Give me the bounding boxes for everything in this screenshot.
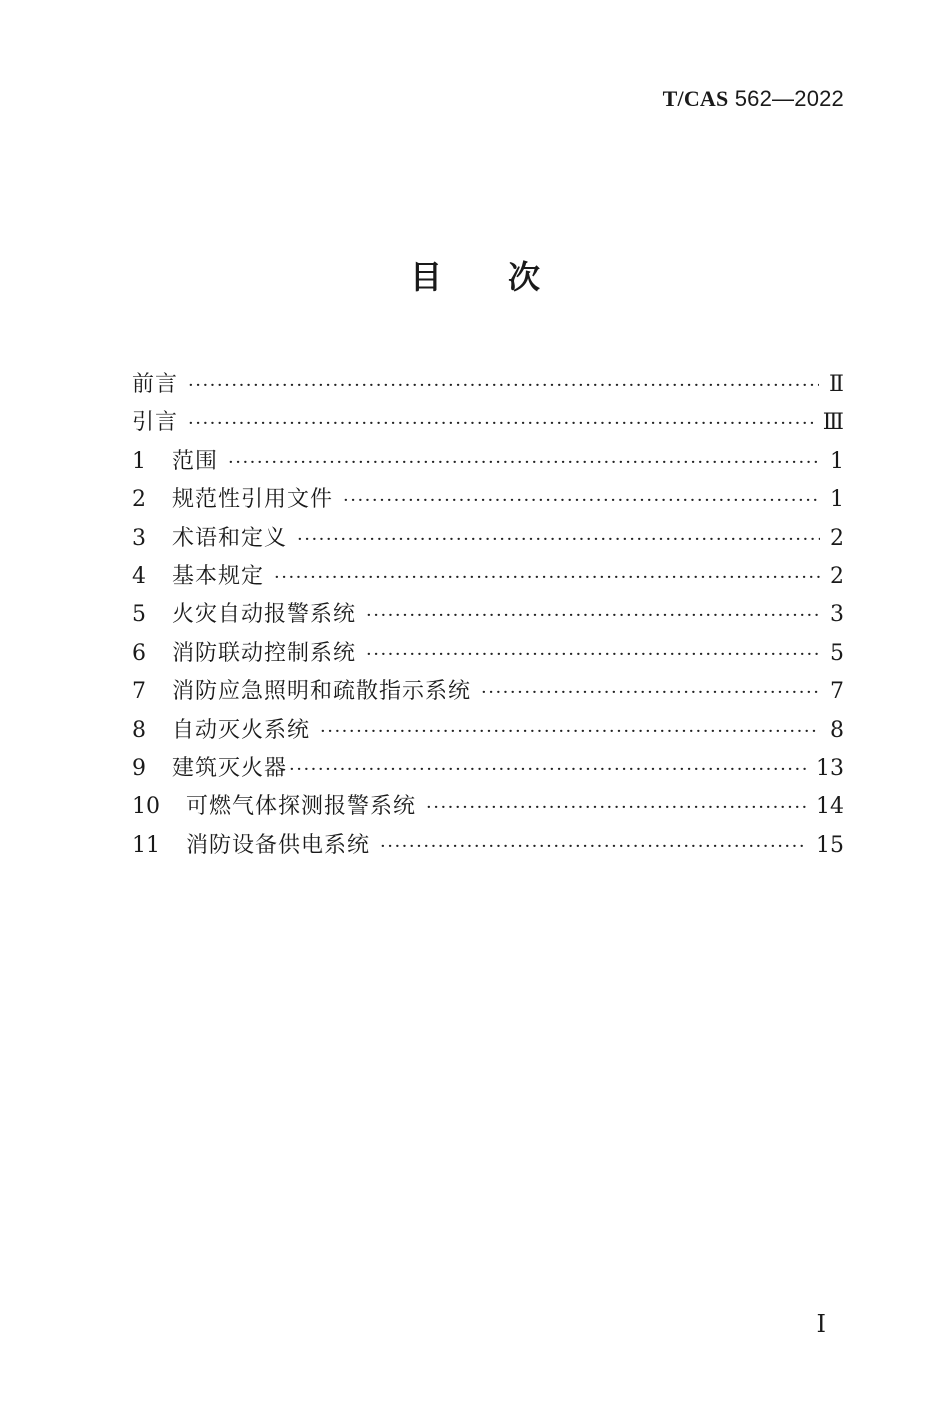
toc-entry-page: 1 bbox=[830, 487, 844, 513]
table-of-contents bbox=[132, 366, 844, 865]
toc-entry-8[interactable] bbox=[132, 712, 844, 750]
toc-entry-page: 7 bbox=[830, 679, 844, 705]
toc-entry-label: 消防应急照明和疏散指示系统 bbox=[172, 679, 472, 705]
toc-leader-dots bbox=[380, 828, 806, 866]
toc-leader-dots bbox=[343, 482, 820, 520]
toc-leader-dots bbox=[274, 559, 820, 597]
toc-entry-label: 基本规定 bbox=[172, 563, 265, 589]
toc-entry-foreword[interactable] bbox=[132, 366, 844, 404]
toc-entry-11[interactable] bbox=[132, 827, 844, 865]
toc-entry-label: 前言 bbox=[132, 372, 179, 397]
page-number: Ⅰ bbox=[816, 1312, 826, 1338]
toc-entry-number: 3 bbox=[132, 525, 146, 551]
toc-entry-label: 规范性引用文件 bbox=[172, 487, 334, 513]
toc-leader-dots bbox=[320, 713, 820, 751]
toc-leader-dots bbox=[426, 789, 806, 827]
toc-entry-number: 9 bbox=[132, 755, 146, 781]
toc-entry-label: 范围 bbox=[172, 448, 219, 474]
toc-entry-label: 可燃气体探测报警系统 bbox=[186, 794, 417, 820]
toc-entry-label: 引言 bbox=[132, 410, 179, 436]
title-char-1: 目 bbox=[409, 258, 442, 296]
toc-entry-page: 2 bbox=[830, 563, 844, 589]
toc-entry-page: 3 bbox=[830, 602, 844, 628]
toc-entry-number: 11 bbox=[132, 832, 160, 858]
toc-entry-label: 消防联动控制系统 bbox=[172, 640, 357, 666]
toc-entry-1[interactable] bbox=[132, 443, 844, 481]
toc-entry-page: 2 bbox=[830, 525, 844, 551]
toc-entry-2[interactable] bbox=[132, 481, 844, 519]
toc-entry-3[interactable] bbox=[132, 520, 844, 558]
toc-leader-dots bbox=[366, 636, 820, 674]
toc-entry-page: 13 bbox=[816, 755, 844, 781]
toc-entry-number: 8 bbox=[132, 717, 146, 743]
toc-entry-introduction[interactable] bbox=[132, 404, 844, 442]
toc-entry-number: 6 bbox=[132, 640, 146, 666]
toc-entry-label: 消防设备供电系统 bbox=[186, 832, 371, 858]
standard-suffix: 562—2022 bbox=[728, 86, 844, 111]
toc-entry-7[interactable] bbox=[132, 673, 844, 711]
toc-leader-dots bbox=[481, 674, 820, 712]
toc-entry-page: 15 bbox=[816, 832, 844, 858]
toc-entry-page: 5 bbox=[830, 640, 844, 666]
toc-leader-dots bbox=[188, 367, 819, 405]
toc-entry-10[interactable] bbox=[132, 788, 844, 826]
standard-number bbox=[663, 86, 844, 112]
page-title bbox=[0, 252, 950, 298]
toc-entry-number: 2 bbox=[132, 487, 146, 513]
title-char-2: 次 bbox=[508, 258, 541, 296]
toc-entry-number: 1 bbox=[132, 448, 146, 474]
toc-entry-number: 4 bbox=[132, 563, 146, 589]
toc-entry-page: 1 bbox=[830, 448, 844, 474]
toc-entry-label: 术语和定义 bbox=[172, 525, 288, 551]
toc-leader-dots bbox=[289, 751, 806, 789]
toc-entry-4[interactable] bbox=[132, 558, 844, 596]
toc-entry-number: 5 bbox=[132, 602, 146, 628]
toc-entry-page: Ⅲ bbox=[822, 410, 844, 436]
toc-entry-page: Ⅱ bbox=[829, 372, 844, 397]
toc-leader-dots bbox=[228, 444, 820, 482]
toc-leader-dots bbox=[366, 597, 820, 635]
standard-prefix: T/CAS bbox=[662, 86, 729, 111]
toc-leader-dots bbox=[188, 405, 813, 443]
toc-entry-5[interactable] bbox=[132, 596, 844, 634]
toc-entry-label: 火灾自动报警系统 bbox=[172, 602, 357, 628]
toc-entry-number: 7 bbox=[132, 679, 146, 705]
toc-entry-number: 10 bbox=[132, 794, 160, 820]
toc-entry-label: 自动灭火系统 bbox=[172, 717, 311, 743]
toc-entry-page: 8 bbox=[830, 717, 844, 743]
toc-entry-6[interactable] bbox=[132, 635, 844, 673]
toc-entry-label: 建筑灭火器 bbox=[172, 755, 288, 781]
toc-entry-page: 14 bbox=[816, 794, 844, 820]
toc-entry-9[interactable] bbox=[132, 750, 844, 788]
toc-leader-dots bbox=[297, 521, 820, 559]
